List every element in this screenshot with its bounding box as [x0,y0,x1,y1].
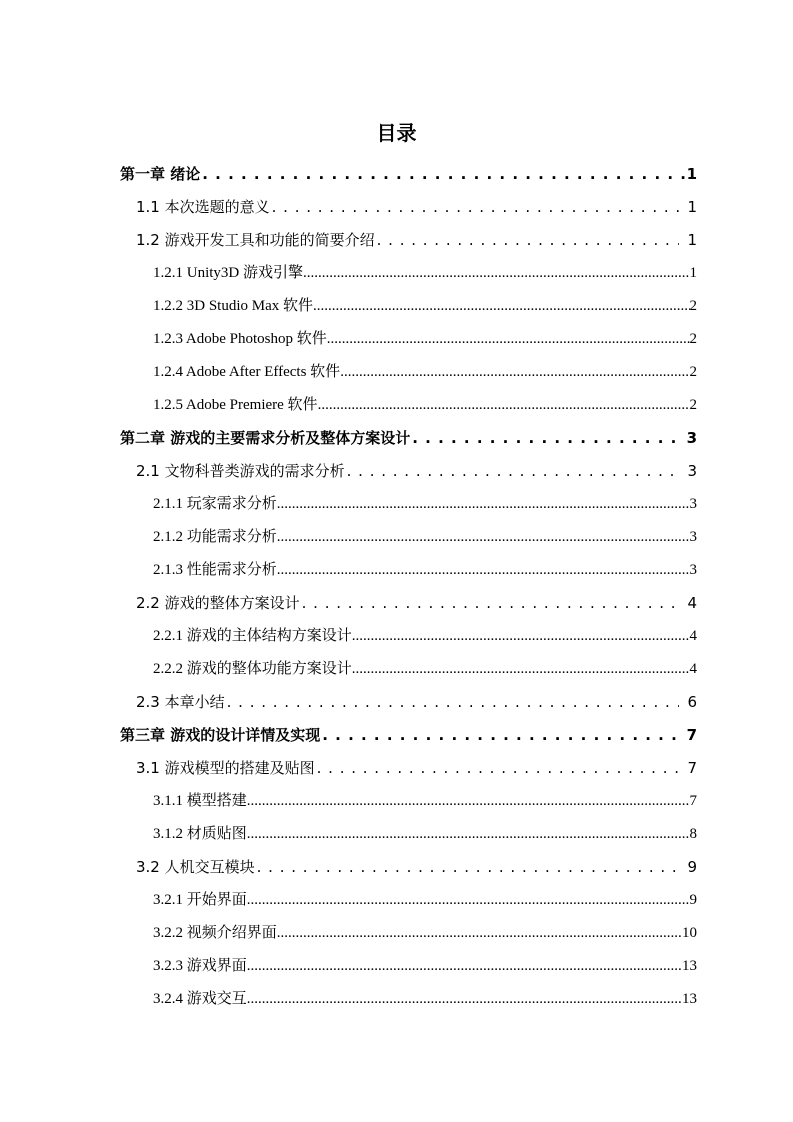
toc-dot-leader [247,821,690,847]
toc-page-number: 2 [689,364,697,380]
toc-page-number: 7 [686,726,697,744]
toc-dot-leader [277,491,690,517]
toc-page-number: 1 [687,198,697,216]
toc-entry-label: 2.2.1 游戏的主体结构方案设计 [153,628,352,644]
toc-dot-leader [227,689,680,715]
toc-page-number: 3 [686,429,697,447]
toc-entry-label: 1.2.3 Adobe Photoshop 软件 [153,331,327,347]
toc-subsection-entry[interactable] [153,656,697,682]
toc-subsection-entry[interactable] [153,920,697,946]
toc-dot-leader [313,293,689,319]
toc-subsection-entry[interactable] [153,953,697,979]
toc-dot-leader [302,590,680,616]
toc-page-number: 4 [689,661,697,677]
toc-chapter-entry[interactable] [120,425,697,451]
toc-section-entry[interactable] [136,590,697,616]
toc-entry-label: 1.2.1 Unity3D 游戏引擎 [153,265,304,281]
toc-page-number: 2 [689,298,697,314]
toc-dot-leader [247,953,682,979]
toc-entry-label: 2.3 本章小结 [136,693,225,711]
toc-subsection-entry[interactable] [153,326,697,352]
toc-title: 目录 [376,121,417,145]
toc-section-entry[interactable] [136,194,697,220]
toc-entry-label: 2.1 文物科普类游戏的需求分析 [136,462,345,480]
toc-entry-label: 1.1 本次选题的意义 [136,198,270,216]
toc-dot-leader [277,557,690,583]
toc-dot-leader [412,425,684,451]
toc-dot-leader [377,227,680,253]
toc-entry-label: 3.1 游戏模型的搭建及贴图 [136,759,315,777]
toc-entry-label: 3.2.4 游戏交互 [153,991,247,1007]
toc-page-number: 9 [689,892,697,908]
toc-chapter-entry[interactable] [120,161,697,187]
toc-dot-leader [340,359,689,385]
toc-entry-label: 2.1.3 性能需求分析 [153,562,277,578]
toc-dot-leader [277,524,690,550]
toc-entry-label: 2.2 游戏的整体方案设计 [136,594,300,612]
toc-page-number: 2 [689,397,697,413]
toc-entry-label: 3.1.1 模型搭建 [153,793,247,809]
toc-entry-label: 3.1.2 材质贴图 [153,826,247,842]
toc-page-number: 9 [687,858,697,876]
toc-page-number: 10 [682,925,697,941]
toc-dot-leader [327,326,690,352]
toc-page-number: 3 [689,562,697,578]
toc-dot-leader [318,392,690,418]
toc-dot-leader [303,260,689,286]
toc-dot-leader [322,722,684,748]
toc-page-number: 7 [687,759,697,777]
toc-page-number: 4 [687,594,697,612]
toc-entry-label: 2.2.2 游戏的整体功能方案设计 [153,661,352,677]
toc-subsection-entry[interactable] [153,887,697,913]
toc-chapter-entry[interactable] [120,722,697,748]
toc-dot-leader [247,986,682,1012]
toc-subsection-entry[interactable] [153,557,697,583]
toc-page-number: 13 [682,958,697,974]
toc-section-entry[interactable] [136,755,697,781]
toc-page-number: 1 [689,265,697,281]
toc-entry-label: 第二章 游戏的主要需求分析及整体方案设计 [120,429,411,447]
toc-dot-leader [352,656,690,682]
toc-entry-label: 2.1.1 玩家需求分析 [153,496,277,512]
toc-dot-leader [347,458,680,484]
toc-dot-leader [272,194,680,220]
toc-entry-label: 3.2.3 游戏界面 [153,958,247,974]
toc-subsection-entry[interactable] [153,821,697,847]
toc-section-entry[interactable] [136,227,697,253]
toc-subsection-entry[interactable] [153,623,697,649]
toc-page-number: 13 [682,991,697,1007]
toc-page-number: 2 [689,331,697,347]
toc-page-number: 3 [689,529,697,545]
toc-subsection-entry[interactable] [153,359,697,385]
toc-dot-leader [352,623,690,649]
toc-entry-label: 1.2.5 Adobe Premiere 软件 [153,397,318,413]
toc-entry-label: 1.2.4 Adobe After Effects 软件 [153,364,341,380]
toc-page-number: 8 [689,826,697,842]
toc-subsection-entry[interactable] [153,491,697,517]
toc-page-number: 4 [689,628,697,644]
toc-section-entry[interactable] [136,854,697,880]
toc-dot-leader [257,854,680,880]
toc-subsection-entry[interactable] [153,260,697,286]
toc-dot-leader [202,161,684,187]
toc-entry-label: 3.2.2 视频介绍界面 [153,925,277,941]
toc-section-entry[interactable] [136,458,697,484]
toc-entry-label: 2.1.2 功能需求分析 [153,529,277,545]
toc-page-number: 3 [689,496,697,512]
toc-page-number: 3 [687,462,697,480]
toc-entry-label: 1.2 游戏开发工具和功能的简要介绍 [136,231,375,249]
toc-page-number: 6 [687,693,697,711]
toc-subsection-entry[interactable] [153,986,697,1012]
toc-subsection-entry[interactable] [153,392,697,418]
toc-page-number: 7 [689,793,697,809]
toc-page-number: 1 [687,231,697,249]
toc-dot-leader [317,755,680,781]
toc-page-number: 1 [686,165,697,183]
toc-dot-leader [247,887,690,913]
toc-subsection-entry[interactable] [153,524,697,550]
toc-entry-label: 1.2.2 3D Studio Max 软件 [153,298,314,314]
toc-dot-leader [277,920,682,946]
toc-subsection-entry[interactable] [153,788,697,814]
toc-entry-label: 3.2.1 开始界面 [153,892,247,908]
toc-dot-leader [247,788,690,814]
toc-entry-label: 3.2 人机交互模块 [136,858,255,876]
toc-entry-label: 第一章 绪论 [120,165,201,183]
toc-entry-label: 第三章 游戏的设计详情及实现 [120,726,321,744]
toc-section-entry[interactable] [136,689,697,715]
toc-subsection-entry[interactable] [153,293,697,319]
